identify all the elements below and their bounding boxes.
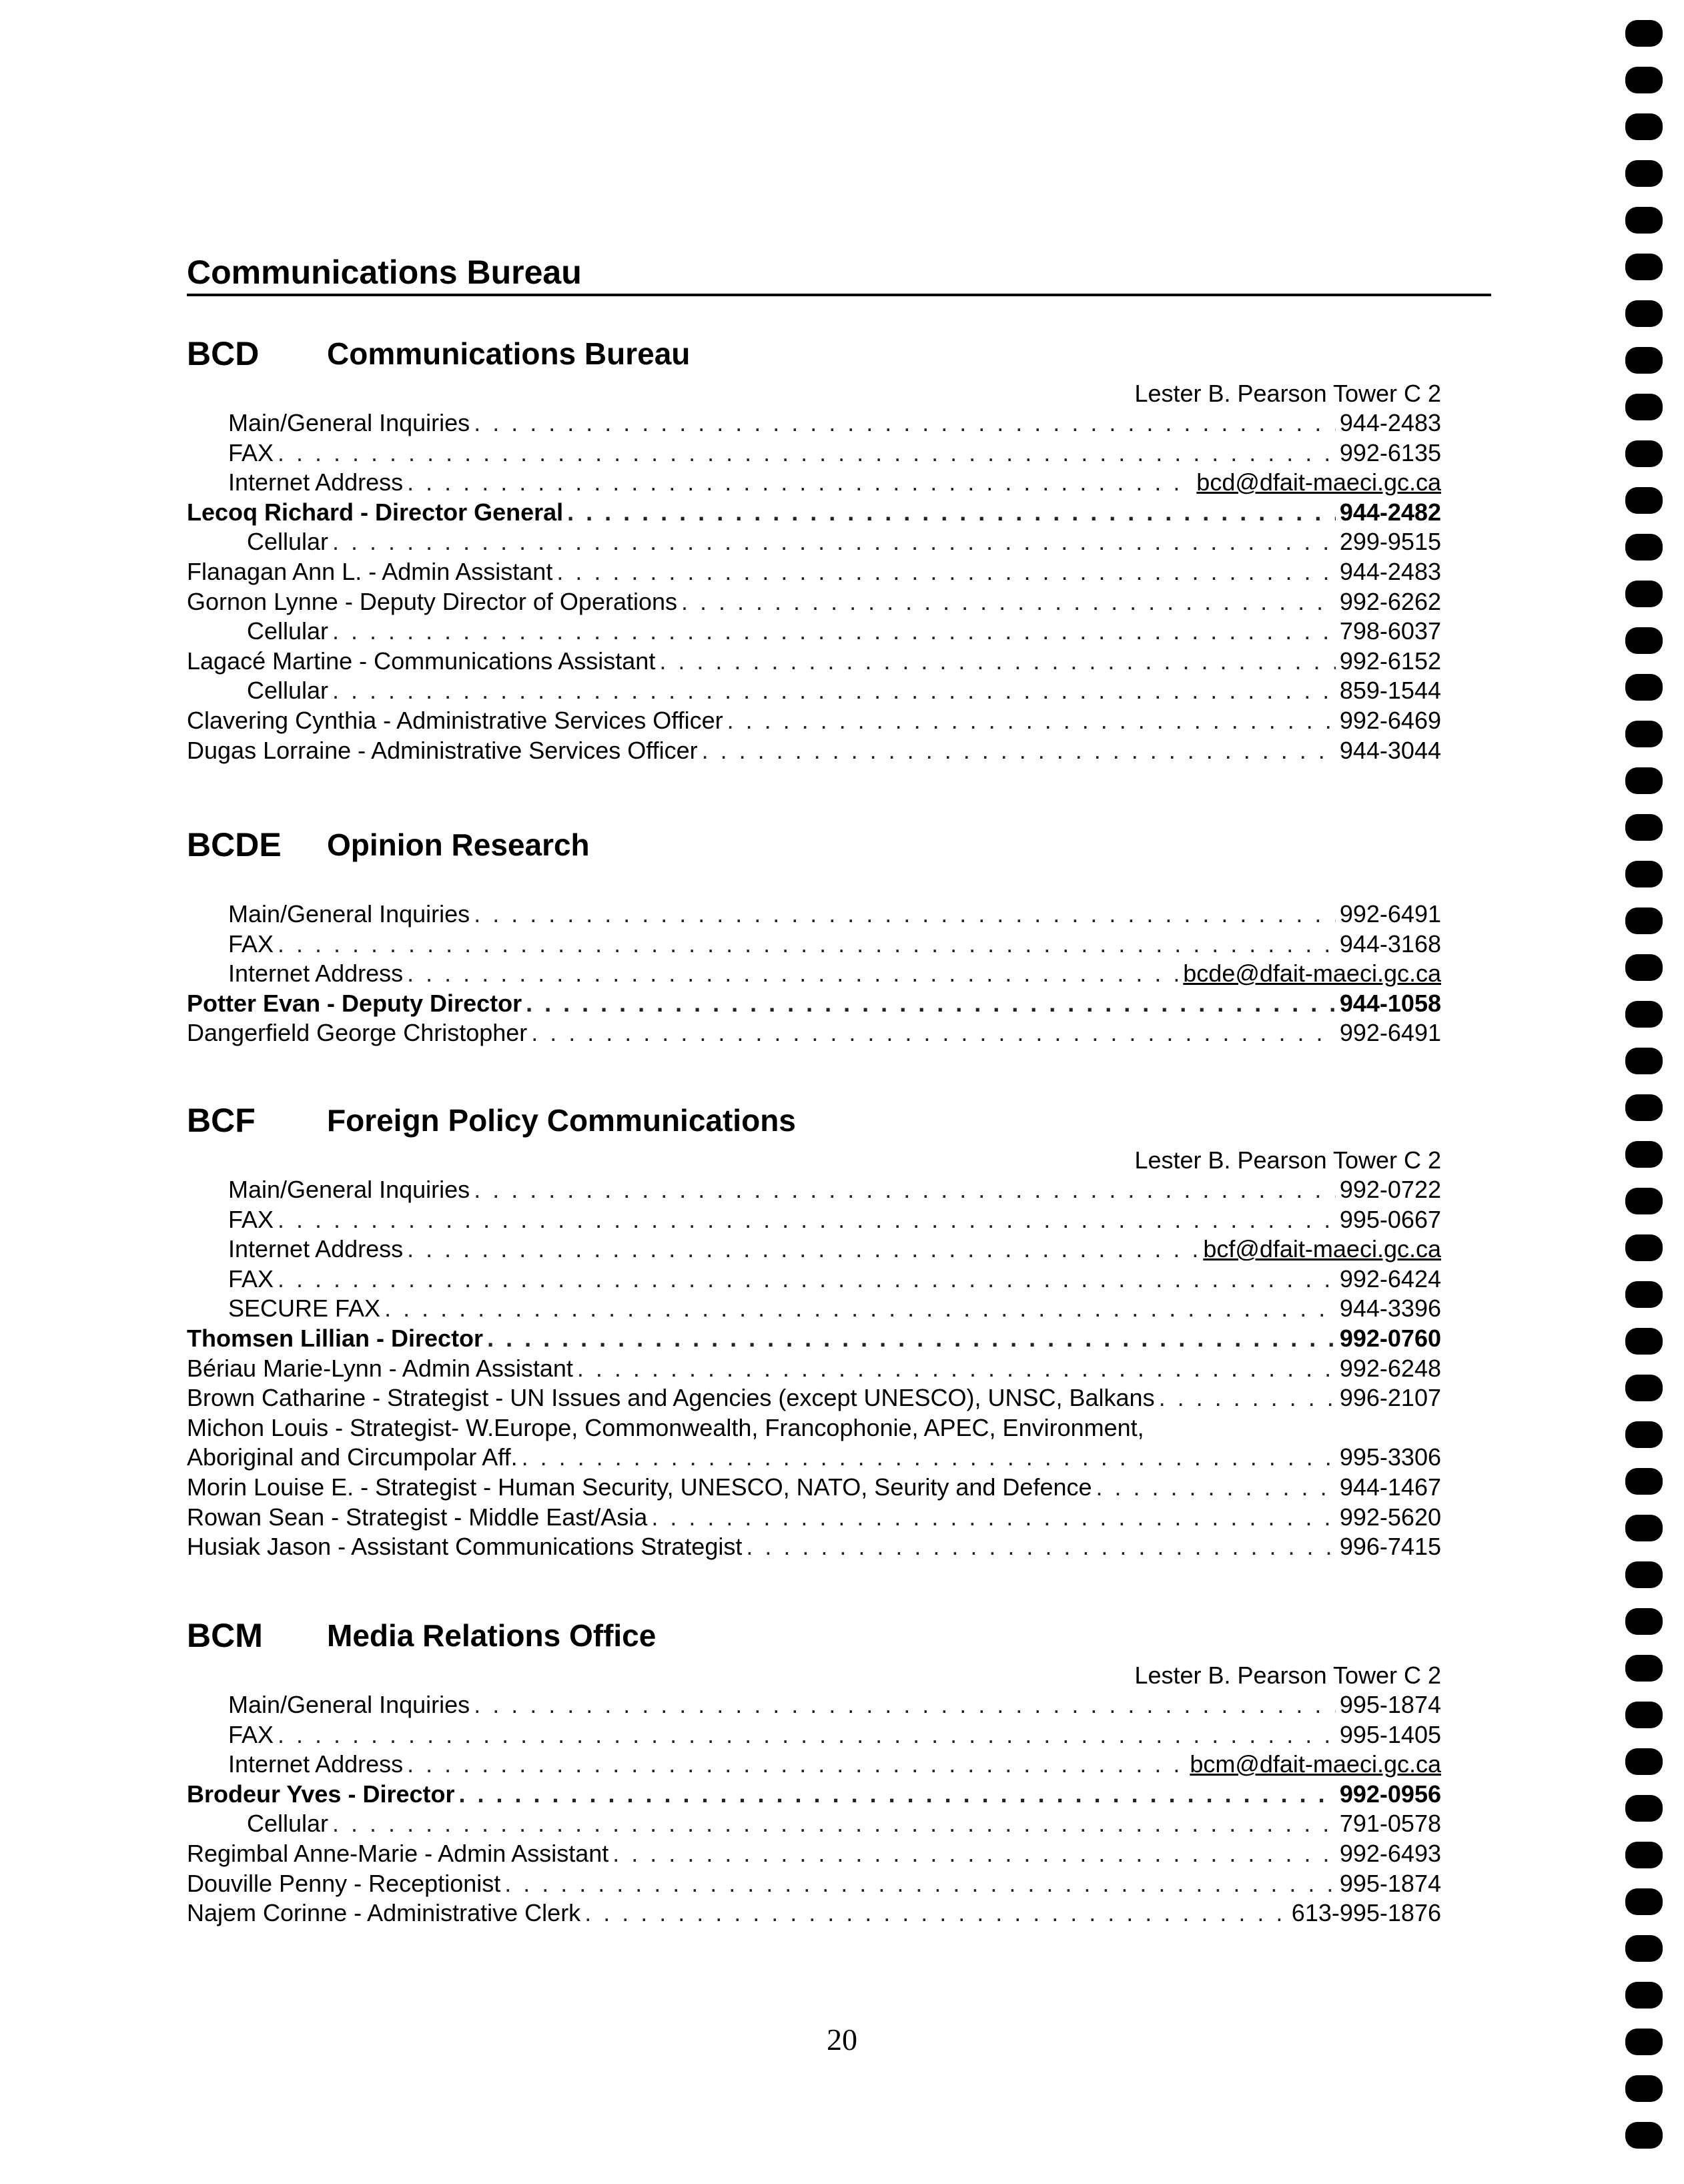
dot-leader	[407, 1234, 1199, 1264]
section-name: Media Relations Office	[327, 1618, 657, 1653]
section-location: Lester B. Pearson Tower C 2	[1134, 380, 1441, 407]
directory-entry	[187, 1443, 1441, 1473]
binding-hole	[1625, 1795, 1663, 1822]
phone-number: 992-0760	[1339, 1324, 1441, 1352]
entry-label: Cellular	[247, 617, 329, 645]
directory-entry	[187, 617, 1441, 647]
directory-entry	[187, 1473, 1441, 1503]
dot-leader	[278, 1205, 1336, 1235]
entry-label: FAX	[228, 438, 274, 466]
email-link[interactable]: bcm@dfait-maeci.gc.ca	[1190, 1750, 1441, 1778]
directory-entry	[187, 706, 1441, 736]
entry-label: Dangerfield George Christopher	[187, 1019, 528, 1047]
binding-hole	[1625, 487, 1663, 514]
section-location: Lester B. Pearson Tower C 2	[1134, 1662, 1441, 1689]
phone-number: 944-2483	[1339, 557, 1441, 585]
section-bcde	[187, 819, 1441, 1048]
email-link[interactable]: bcf@dfait-maeci.gc.ca	[1203, 1235, 1441, 1263]
section-code: BCD	[187, 335, 260, 372]
binding-hole	[1625, 20, 1663, 47]
directory-entry	[187, 736, 1441, 766]
binding-hole	[1625, 1094, 1663, 1121]
binding-hole	[1625, 113, 1663, 140]
directory-entry	[187, 1750, 1441, 1780]
directory-entry	[187, 557, 1441, 587]
entry-label: Lecoq Richard - Director General	[187, 498, 564, 526]
phone-number: 798-6037	[1339, 617, 1441, 645]
entry-label: Cellular	[247, 1810, 329, 1838]
dot-leader	[384, 1294, 1336, 1324]
binding-hole	[1625, 1935, 1663, 1962]
directory-entry	[187, 1839, 1441, 1869]
binding-hole	[1625, 1328, 1663, 1355]
dot-leader	[278, 1264, 1336, 1295]
binding-hole	[1625, 581, 1663, 607]
binding-hole	[1625, 394, 1663, 420]
dot-leader	[1096, 1473, 1336, 1503]
directory-entry	[187, 1532, 1441, 1562]
entry-label: Main/General Inquiries	[228, 1176, 470, 1203]
directory-entry	[187, 1809, 1441, 1839]
directory-entry	[187, 468, 1441, 498]
dot-leader	[526, 989, 1336, 1019]
section-code: BCDE	[187, 826, 282, 863]
dot-leader	[681, 587, 1336, 617]
directory-entry	[187, 930, 1441, 960]
section-name: Foreign Policy Communications	[327, 1103, 796, 1138]
binding-hole	[1625, 207, 1663, 234]
phone-number: 613-995-1876	[1291, 1899, 1441, 1927]
binding-hole	[1625, 1048, 1663, 1074]
entry-label: Brown Catharine - Strategist - UN Issues and Agencies (except UNESCO), UNSC, Balkans	[187, 1384, 1155, 1412]
page-title: Communications Bureau	[187, 252, 1491, 296]
phone-number: 996-7415	[1339, 1533, 1441, 1561]
dot-leader	[487, 1324, 1336, 1354]
phone-number: 995-0667	[1339, 1205, 1441, 1233]
directory-entry	[187, 438, 1441, 468]
dot-leader	[332, 617, 1336, 647]
entry-label: Brodeur Yves - Director	[187, 1780, 455, 1808]
dot-leader	[531, 1018, 1336, 1048]
phone-number: 944-1467	[1339, 1473, 1441, 1501]
binding-hole	[1625, 1748, 1663, 1775]
dot-leader	[1159, 1383, 1336, 1413]
binding-hole	[1625, 1234, 1663, 1261]
phone-number: 944-2482	[1339, 498, 1441, 526]
directory-entry	[187, 498, 1441, 528]
directory-entry	[187, 1175, 1441, 1205]
phone-number: 992-6493	[1339, 1839, 1441, 1867]
section-location	[187, 870, 1441, 899]
phone-number: 992-6135	[1339, 438, 1441, 466]
binding-hole	[1625, 1655, 1663, 1682]
phone-number: 992-0956	[1339, 1780, 1441, 1808]
entry-label: Gornon Lynne - Deputy Director of Operations	[187, 587, 678, 615]
binding-hole	[1625, 1421, 1663, 1448]
dot-leader	[407, 1750, 1186, 1780]
dot-leader	[474, 899, 1336, 930]
directory-entry	[187, 899, 1441, 930]
section-header	[187, 328, 1441, 379]
dot-leader	[474, 408, 1336, 438]
section-bcf	[187, 1095, 1441, 1562]
directory-entry	[187, 1234, 1441, 1264]
directory-entry	[187, 1690, 1441, 1720]
directory-entry	[187, 1205, 1441, 1235]
section-bcd	[187, 328, 1441, 765]
entry-label: Douville Penny - Receptionist	[187, 1869, 501, 1897]
section-header	[187, 1610, 1441, 1661]
section-bcm	[187, 1610, 1441, 1928]
binding-hole	[1625, 721, 1663, 747]
binding-hole	[1625, 1702, 1663, 1728]
dot-leader	[567, 498, 1336, 528]
binding-hole	[1625, 1281, 1663, 1308]
directory-entry	[187, 647, 1441, 677]
binding-hole	[1625, 2075, 1663, 2102]
phone-number: 992-6491	[1339, 1019, 1441, 1047]
phone-number: 859-1544	[1339, 677, 1441, 705]
entry-label: Main/General Inquiries	[228, 900, 470, 928]
binding-hole	[1625, 1468, 1663, 1495]
binding-hole	[1625, 67, 1663, 93]
dot-leader	[727, 706, 1336, 736]
binding-hole	[1625, 1001, 1663, 1028]
binding-hole	[1625, 254, 1663, 280]
dot-leader	[278, 930, 1336, 960]
directory-entry	[187, 1413, 1441, 1443]
dot-leader	[504, 1869, 1336, 1899]
directory-entry	[187, 1324, 1441, 1354]
binding-hole	[1625, 814, 1663, 841]
binding-hole	[1625, 767, 1663, 794]
directory-entry	[187, 408, 1441, 438]
entry-label: Main/General Inquiries	[228, 1691, 470, 1718]
binding-hole	[1625, 1982, 1663, 2009]
phone-number: 992-0722	[1339, 1176, 1441, 1203]
entry-label: FAX	[228, 1205, 274, 1233]
phone-number: 995-1874	[1339, 1691, 1441, 1718]
phone-number: 992-6248	[1339, 1354, 1441, 1382]
dot-leader	[612, 1839, 1336, 1869]
section-name: Communications Bureau	[327, 336, 691, 371]
entry-label: Regimbal Anne-Marie - Admin Assistant	[187, 1839, 609, 1867]
entry-label: Michon Louis - Strategist- W.Europe, Commonwealth, Francophonie, APEC, Environment,	[187, 1413, 1144, 1441]
dot-leader	[332, 1809, 1336, 1839]
directory-entry	[187, 1503, 1441, 1533]
dot-leader	[746, 1532, 1336, 1562]
directory-entry	[187, 1264, 1441, 1295]
entry-label: Cellular	[247, 677, 329, 705]
entry-label: Internet Address	[228, 1750, 404, 1778]
dot-leader	[577, 1354, 1336, 1384]
entry-label: Aboriginal and Circumpolar Aff.	[187, 1443, 518, 1471]
entry-label: Clavering Cynthia - Administrative Services Officer	[187, 706, 723, 734]
binding-hole	[1625, 347, 1663, 374]
binding-hole	[1625, 534, 1663, 561]
binding-hole	[1625, 1188, 1663, 1214]
section-code: BCF	[187, 1102, 256, 1139]
directory-entry	[187, 587, 1441, 617]
entry-label: FAX	[228, 1264, 274, 1293]
entry-label: Husiak Jason - Assistant Communications Strategist	[187, 1533, 743, 1561]
section-header	[187, 819, 1441, 870]
binding-hole	[1625, 1608, 1663, 1635]
binding-hole	[1625, 1888, 1663, 1915]
entry-label: Lagacé Martine - Communications Assistant	[187, 647, 656, 675]
dot-leader	[556, 557, 1336, 587]
entry-label: Potter Evan - Deputy Director	[187, 989, 522, 1017]
phone-number: 995-1405	[1339, 1720, 1441, 1748]
binding-hole	[1625, 954, 1663, 981]
directory-entry	[187, 1869, 1441, 1899]
binding-hole	[1625, 1842, 1663, 1868]
directory-entry	[187, 1780, 1441, 1810]
entry-label: Dugas Lorraine - Administrative Services Officer	[187, 736, 698, 764]
directory-entry	[187, 527, 1441, 557]
entry-label: Bériau Marie-Lynn - Admin Assistant	[187, 1354, 573, 1382]
binding-hole	[1625, 300, 1663, 327]
binding-hole	[1625, 1375, 1663, 1401]
page-number: 20	[827, 2023, 857, 2057]
binding-hole	[1625, 907, 1663, 934]
binding-hole	[1625, 160, 1663, 187]
directory-entry	[187, 1898, 1441, 1928]
entry-label: Flanagan Ann L. - Admin Assistant	[187, 557, 553, 585]
binding-hole	[1625, 2122, 1663, 2149]
phone-number: 992-6424	[1339, 1264, 1441, 1293]
entry-label: Najem Corinne - Administrative Clerk	[187, 1899, 581, 1927]
phone-number: 995-3306	[1339, 1443, 1441, 1471]
entry-label: Main/General Inquiries	[228, 409, 470, 436]
dot-leader	[407, 468, 1192, 498]
entry-label: FAX	[228, 930, 274, 958]
binding-hole	[1625, 627, 1663, 654]
dot-leader	[522, 1443, 1336, 1473]
spiral-binding	[1625, 20, 1665, 2182]
binding-hole	[1625, 440, 1663, 467]
phone-number: 992-5620	[1339, 1503, 1441, 1531]
phone-number: 944-2483	[1339, 409, 1441, 436]
phone-number: 996-2107	[1339, 1384, 1441, 1412]
phone-number: 992-6469	[1339, 706, 1441, 734]
directory-entry	[187, 1354, 1441, 1384]
entry-label: Internet Address	[228, 1235, 404, 1263]
phone-number: 944-1058	[1339, 989, 1441, 1017]
entry-label: Cellular	[247, 528, 329, 556]
email-link[interactable]: bcd@dfait-maeci.gc.ca	[1196, 468, 1441, 496]
dot-leader	[702, 736, 1336, 766]
entry-label: Rowan Sean - Strategist - Middle East/Asia	[187, 1503, 648, 1531]
phone-number: 992-6491	[1339, 900, 1441, 928]
phone-number: 992-6152	[1339, 647, 1441, 675]
binding-hole	[1625, 1141, 1663, 1168]
section-location: Lester B. Pearson Tower C 2	[1134, 1146, 1441, 1174]
directory-entry	[187, 676, 1441, 706]
directory-entry	[187, 989, 1441, 1019]
section-header	[187, 1095, 1441, 1146]
phone-number: 944-3168	[1339, 930, 1441, 958]
section-code: BCM	[187, 1617, 263, 1654]
binding-hole	[1625, 1561, 1663, 1588]
entry-label: Internet Address	[228, 960, 404, 988]
phone-number: 995-1874	[1339, 1869, 1441, 1897]
binding-hole	[1625, 2029, 1663, 2055]
directory-entry	[187, 1294, 1441, 1324]
entry-label: Thomsen Lillian - Director	[187, 1324, 484, 1352]
dot-leader	[332, 527, 1336, 557]
directory-entry	[187, 959, 1441, 989]
entry-label: FAX	[228, 1720, 274, 1748]
dot-leader	[474, 1690, 1336, 1720]
dot-leader	[278, 438, 1336, 468]
entry-label: Internet Address	[228, 468, 404, 496]
phone-number: 791-0578	[1339, 1810, 1441, 1838]
dot-leader	[659, 647, 1336, 677]
directory-entry	[187, 1383, 1441, 1413]
phone-number: 299-9515	[1339, 528, 1441, 556]
dot-leader	[458, 1780, 1335, 1810]
directory-entry	[187, 1018, 1441, 1048]
dot-leader	[407, 959, 1179, 989]
phone-number: 944-3396	[1339, 1295, 1441, 1323]
entry-label: SECURE FAX	[228, 1295, 381, 1323]
binding-hole	[1625, 1515, 1663, 1541]
entry-label: Morin Louise E. - Strategist - Human Security, UNESCO, NATO, Seurity and Defence	[187, 1473, 1092, 1501]
dot-leader	[474, 1175, 1336, 1205]
binding-hole	[1625, 861, 1663, 887]
dot-leader	[651, 1503, 1336, 1533]
section-name: Opinion Research	[327, 827, 590, 862]
dot-leader	[278, 1720, 1336, 1750]
phone-number: 992-6262	[1339, 587, 1441, 615]
dot-leader	[584, 1898, 1288, 1928]
binding-hole	[1625, 674, 1663, 701]
dot-leader	[332, 676, 1336, 706]
email-link[interactable]: bcde@dfait-maeci.gc.ca	[1183, 960, 1441, 988]
directory-entry	[187, 1720, 1441, 1750]
phone-number: 944-3044	[1339, 736, 1441, 764]
